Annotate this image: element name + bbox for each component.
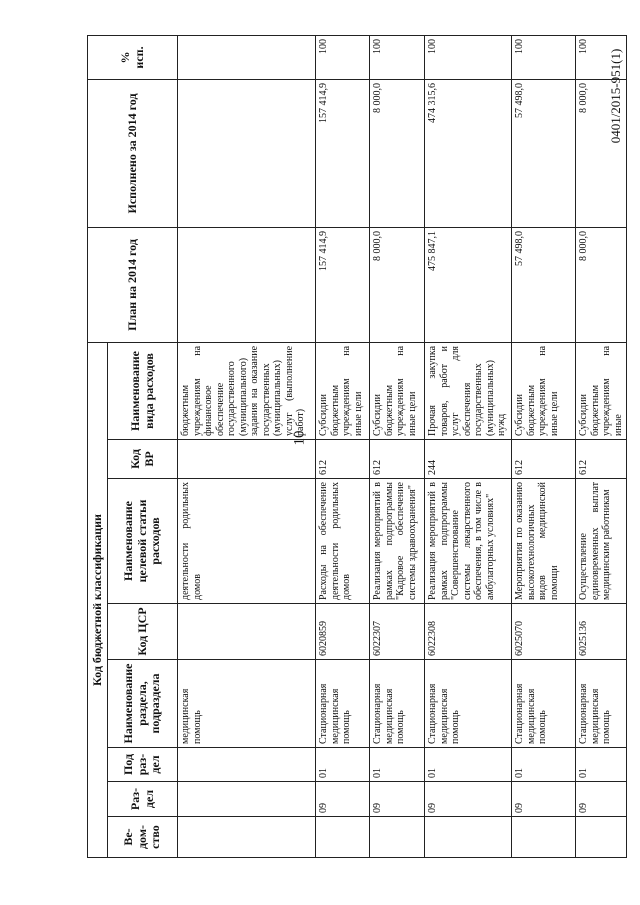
header-vr-name: Наименование вида расходов bbox=[108, 342, 178, 439]
cell-target-name: деятельности родильных домов bbox=[178, 479, 316, 604]
cell-subsection: 01 bbox=[425, 748, 512, 782]
header-csr: Код ЦСР bbox=[108, 604, 178, 660]
cell-percent: 100 bbox=[370, 35, 425, 79]
cell-percent: 100 bbox=[425, 35, 512, 79]
cell-section: 09 bbox=[425, 782, 512, 817]
cell-vr-name: Прочая закупка товаров, работ и услуг для обеспечения государственных (муниципальных) нужд bbox=[425, 342, 512, 439]
cell-section: 09 bbox=[370, 782, 425, 817]
cell-target-name: Расходы на обеспечение деятельности родильных домов bbox=[316, 479, 370, 604]
cell-vr-name: бюджетным учреждениям на финансовое обеспечение государственного (муниципального) задания на оказание государственных (муниципальных) услуг (выполнение работ) bbox=[178, 342, 316, 439]
cell-subsection: 01 bbox=[370, 748, 425, 782]
cell-vr: 612 bbox=[316, 440, 370, 479]
cell-vr-name: Субсидии бюджетным учреждениям на иные цели bbox=[316, 342, 370, 439]
document-code-text: 0401/2015-951(1) bbox=[608, 48, 623, 144]
cell-plan: 57 498,0 bbox=[512, 227, 576, 342]
cell-vr: 612 bbox=[370, 440, 425, 479]
header-percent: % исп. bbox=[88, 35, 178, 79]
cell-csr: 6022307 bbox=[370, 604, 425, 660]
cell-vr bbox=[178, 440, 316, 479]
header-section-name: Наименование раздела, подраздела bbox=[108, 660, 178, 748]
header-subsection: Под раз-дел bbox=[108, 748, 178, 782]
cell-percent: 100 bbox=[316, 35, 370, 79]
cell-actual: 8 000,0 bbox=[576, 79, 627, 227]
cell-section-name: Стационарная медицинская помощь bbox=[316, 660, 370, 748]
cell-percent: 100 bbox=[512, 35, 576, 79]
cell-actual: 474 315,6 bbox=[425, 79, 512, 227]
cell-csr: 6020859 bbox=[316, 604, 370, 660]
cell-section-name: Стационарная медицинская помощь bbox=[512, 660, 576, 748]
cell-percent bbox=[178, 35, 316, 79]
cell-subsection: 01 bbox=[316, 748, 370, 782]
cell-department bbox=[370, 817, 425, 858]
header-plan: План на 2014 год bbox=[88, 227, 178, 342]
cell-department bbox=[425, 817, 512, 858]
cell-vr-name: Субсидии бюджетным учреждениям на иные цели bbox=[512, 342, 576, 439]
cell-section-name: Стационарная медицинская помощь bbox=[576, 660, 627, 748]
cell-actual: 157 414,9 bbox=[316, 79, 370, 227]
cell-actual bbox=[178, 79, 316, 227]
cell-target-name: Реализация мероприятий в рамках подпрограммы "Совершенствование системы лекарственного обеспечения, в том числе в амбулаторных условиях" bbox=[425, 479, 512, 604]
cell-csr: 6022308 bbox=[425, 604, 512, 660]
cell-department bbox=[316, 817, 370, 858]
cell-department bbox=[576, 817, 627, 858]
header-budget-classification: Код бюджетной классификации bbox=[88, 342, 108, 857]
table-row bbox=[178, 35, 316, 857]
cell-csr: 6025136 bbox=[576, 604, 627, 660]
cell-plan: 8 000,0 bbox=[576, 227, 627, 342]
cell-plan: 157 414,9 bbox=[316, 227, 370, 342]
header-actual: Исполнено за 2014 год bbox=[88, 79, 178, 227]
cell-target-name: Мероприятия по оказанию высокотехнологичных видов медицинской помощи bbox=[512, 479, 576, 604]
header-department: Ве-дом-ство bbox=[108, 817, 178, 858]
table-row bbox=[425, 35, 512, 857]
cell-section-name: медицинская помощь bbox=[178, 660, 316, 748]
cell-vr-name: Субсидии бюджетным учреждениям на иные bbox=[576, 342, 627, 439]
header-vr: Код ВР bbox=[108, 440, 178, 479]
table-row bbox=[576, 35, 627, 857]
cell-subsection: 01 bbox=[576, 748, 627, 782]
cell-vr: 244 bbox=[425, 440, 512, 479]
cell-target-name: Осуществление единовременных выплат медицинским работникам bbox=[576, 479, 627, 604]
cell-section: 09 bbox=[316, 782, 370, 817]
table-row bbox=[370, 35, 425, 857]
cell-department bbox=[178, 817, 316, 858]
cell-vr: 612 bbox=[512, 440, 576, 479]
cell-vr-name: Субсидии бюджетным учреждениям на иные цели bbox=[370, 342, 425, 439]
cell-subsection bbox=[178, 748, 316, 782]
cell-csr bbox=[178, 604, 316, 660]
table-row bbox=[512, 35, 576, 857]
cell-vr: 612 bbox=[576, 440, 627, 479]
cell-subsection: 01 bbox=[512, 748, 576, 782]
cell-plan: 475 847,1 bbox=[425, 227, 512, 342]
page-number-text: 10 bbox=[291, 430, 308, 446]
cell-target-name: Реализация мероприятий в рамках подпрограммы "Кадровое обеспечение системы здравоохранения" bbox=[370, 479, 425, 604]
table-row bbox=[316, 35, 370, 857]
cell-section: 09 bbox=[576, 782, 627, 817]
cell-percent: 100 bbox=[576, 35, 627, 79]
cell-actual: 8 000,0 bbox=[370, 79, 425, 227]
cell-actual: 57 498,0 bbox=[512, 79, 576, 227]
cell-section: 09 bbox=[512, 782, 576, 817]
cell-department bbox=[512, 817, 576, 858]
header-section: Раз-дел bbox=[108, 782, 178, 817]
budget-classification-table bbox=[87, 35, 627, 858]
cell-plan bbox=[178, 227, 316, 342]
cell-section bbox=[178, 782, 316, 817]
cell-plan: 8 000,0 bbox=[370, 227, 425, 342]
header-target-name: Наименование целевой статьи расходов bbox=[108, 479, 178, 604]
cell-section-name: Стационарная медицинская помощь bbox=[425, 660, 512, 748]
cell-csr: 6025070 bbox=[512, 604, 576, 660]
cell-section-name: Стационарная медицинская помощь bbox=[370, 660, 425, 748]
